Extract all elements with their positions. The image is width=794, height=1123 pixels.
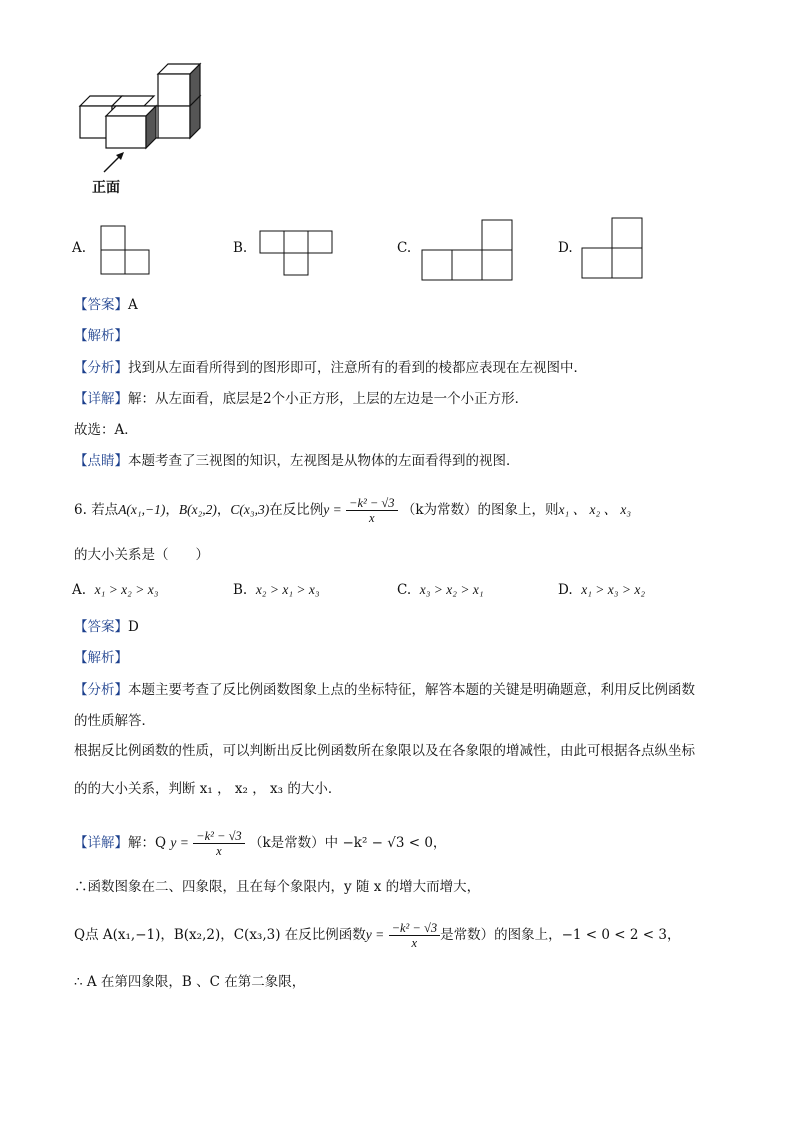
option-a-label: A.: [72, 240, 87, 256]
option-d-label: D.: [558, 240, 573, 256]
answer-tag: 【答案】: [74, 619, 128, 635]
xiangjie-fraction: [193, 829, 245, 858]
q5-fenxi: [74, 358, 587, 378]
q6-fenxi-2: 的性质解答．: [74, 713, 155, 729]
q6-xiangjie: [74, 826, 446, 860]
answer-tag: 【答案】: [74, 297, 128, 313]
xiangjie-y-eq: y =: [170, 835, 189, 850]
q6-analysis-tag: 【解析】: [74, 650, 128, 666]
line3-pre: Q点 A(x₁,−1)，B(x₂,2)，C(x₃,3) 在反比例函数: [74, 927, 366, 943]
xiangjie-tag: 【详解】: [74, 835, 128, 851]
dianjing-tag: 【点睛】: [74, 453, 128, 469]
fenxi-tag: 【分析】: [74, 682, 128, 698]
option-b-figure: [258, 229, 334, 277]
q6-xiangjie-line4: ∴ A 在第四象限，B 、C 在第二象限，: [74, 974, 306, 990]
option-expr: x₁ > x₃ > x₂: [581, 582, 646, 597]
q6-xiangjie-line2: ∴函数图象在二、四象限，且在每个象限内，y 随 x 的增大而增大，: [74, 879, 481, 895]
fraction-numerator: −k² − √3: [389, 921, 441, 936]
q6-option-d: [558, 582, 645, 598]
q6-vars: x₁ 、 x₂ 、 x₃: [558, 502, 632, 517]
option-expr: x₁ > x₂ > x₃: [94, 582, 159, 597]
q5-answer: [74, 295, 138, 315]
fenxi-text: 找到从左面看所得到的图形即可，注意所有的看到的棱都应表现在左视图中．: [128, 360, 587, 376]
q6-mid: 在反比例: [269, 502, 324, 518]
line3-fraction: [389, 921, 441, 950]
fraction-denominator: x: [216, 844, 222, 858]
xiangjie-text: 解：从左面看，底层是2个小正方形，上层的左边是一个小正方形．: [128, 391, 529, 407]
dianjing-text: 本题考查了三视图的知识，左视图是从物体的左面看得到的视图．: [128, 453, 520, 469]
option-a-figure: [98, 224, 152, 276]
q6-note: （k为常数）的图象上，则: [401, 502, 559, 518]
because-symbol: Q: [155, 835, 167, 851]
point-b: B(x₂,2): [178, 502, 217, 517]
point-c: C(x₃,3): [230, 502, 270, 517]
front-label: 正面: [92, 180, 120, 196]
q6-y-eq: y =: [323, 502, 342, 517]
option-label: A.: [72, 582, 87, 598]
cube-stack-figure: [76, 60, 216, 170]
fraction-denominator: x: [411, 936, 418, 950]
option-c-figure: [420, 218, 516, 282]
q6-stem: 6. 若点A(x₁,−1)，B(x₂,2)，C(x₃,3)在反比例y = $\frac{\text{−k² − √3}}{x}$ （k为常数）的图象上，则x₁ 、 x₂ 、 x₃: [74, 496, 632, 525]
option-label: D.: [558, 582, 573, 598]
option-label: B.: [233, 582, 248, 598]
q6-fenxi-4: 的的大小关系，判断 x₁ ， x₂ ， x₃ 的大小．: [74, 781, 342, 797]
fraction-numerator: −k² − √3: [346, 496, 398, 511]
line3-y-eq: y =: [365, 927, 385, 942]
answer-value: D: [128, 619, 139, 635]
line3-post: 是常数）的图象上，−1 < 0 < 2 < 3，: [440, 927, 681, 943]
q5-analysis-tag: 【解析】: [74, 328, 128, 344]
q6-pre: 若点: [91, 502, 119, 518]
q5-dianjing: [74, 451, 520, 471]
fenxi-tag: 【分析】: [74, 360, 128, 376]
q6-fraction: [346, 496, 398, 525]
fenxi-text1: 本题主要考查了反比例函数图象上点的坐标特征，解答本题的关键是明确题意，利用反比例函数: [128, 682, 695, 698]
q5-guxuan: 故选：A．: [74, 422, 138, 438]
answer-value: A: [128, 297, 138, 313]
q5-xiangjie: [74, 389, 528, 409]
xiangjie-pre: 解：: [128, 835, 155, 851]
xiangjie-post: （k是常数）中 −k² − √3 < 0，: [248, 835, 447, 851]
q6-option-a: [72, 582, 158, 598]
option-c-label: C.: [397, 240, 412, 256]
fraction-numerator: −k² − √3: [193, 829, 245, 844]
xiangjie-tag: 【详解】: [74, 391, 128, 407]
q6-fenxi: [74, 680, 695, 700]
q6-fenxi-3: 根据反比例函数的性质，可以判断出反比例函数所在象限以及在各象限的增减性，由此可根据各点纵坐标: [74, 743, 695, 759]
q6-xiangjie-line3: [74, 918, 680, 952]
q6-answer: [74, 617, 139, 637]
option-b-label: B.: [233, 240, 248, 256]
q6-option-c: [397, 582, 484, 598]
option-expr: x₃ > x₂ > x₁: [419, 582, 484, 597]
option-d-figure: [582, 216, 646, 280]
q6-option-b: [233, 582, 320, 598]
option-expr: x₂ > x₁ > x₃: [255, 582, 320, 597]
point-a: A(x₁,−1): [118, 502, 166, 517]
q6-number: 6.: [74, 502, 87, 518]
fraction-denominator: x: [369, 511, 375, 525]
q6-line2: 的大小关系是（ ）: [74, 547, 209, 563]
option-label: C.: [397, 582, 412, 598]
